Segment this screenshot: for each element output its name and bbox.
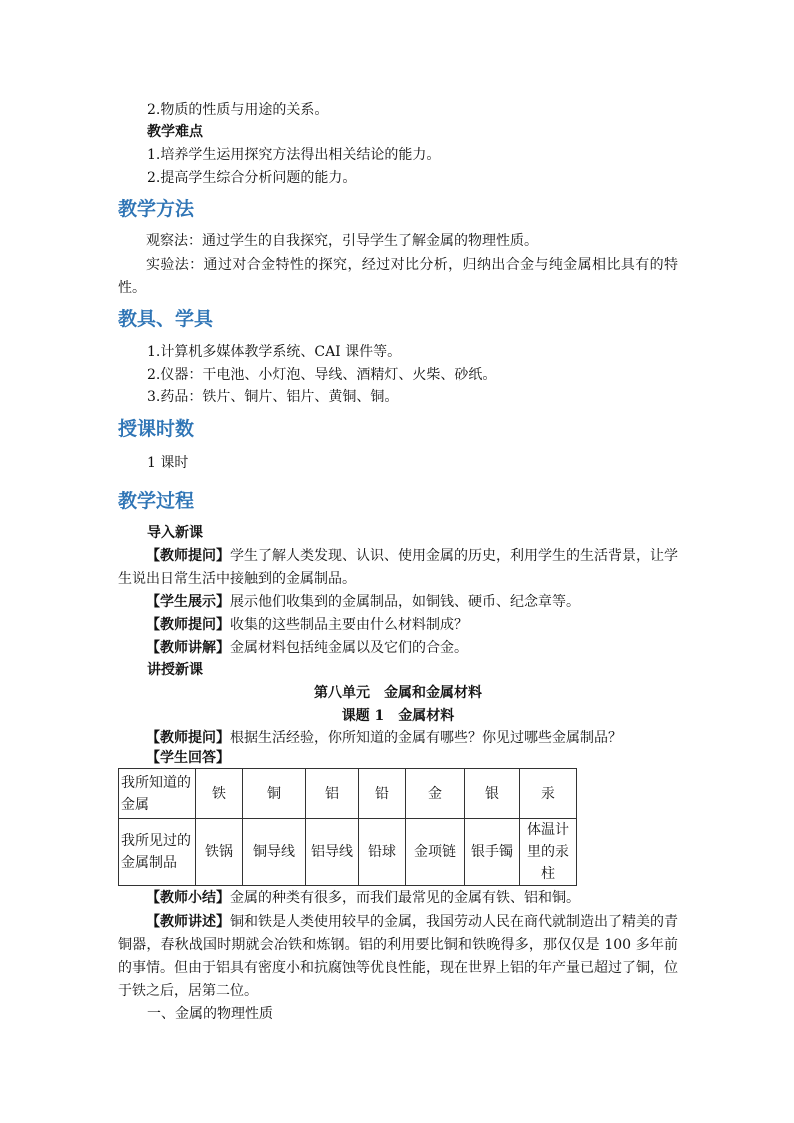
intro-title: 导入新课 [147, 525, 203, 541]
table-cell: 铅 [359, 769, 406, 819]
student-answer [118, 747, 678, 770]
table-cell: 铜 [243, 769, 306, 819]
table-cell: 铝导线 [306, 819, 359, 886]
table-cell: 铁 [196, 769, 243, 819]
student-show [118, 591, 678, 614]
experiment-method: 实验法：通过对合金特性的探究，经过对比分析，归纳出合金与纯金属相比具有的特性。 [118, 257, 678, 296]
teaching-difficulty-title: 教学难点 [147, 124, 203, 140]
table-cell: 银手镯 [465, 819, 520, 886]
teacher-question-tag: 【教师提问】 [146, 548, 230, 564]
difficulty-item-2: 2.物质的性质与用途的关系。 [147, 102, 329, 118]
metals-table [118, 768, 577, 886]
table-row-header: 我所知道的金属 [119, 769, 196, 819]
teacher-narrate-tag: 【教师讲述】 [146, 914, 230, 930]
teacher-question-tag: 【教师提问】 [146, 617, 230, 633]
teacher-question-text: 学生了解人类发现、认识、使用金属的历史，利用学生的生活背景，让学生说出日常生活中接触到的金属制品。 [118, 548, 678, 587]
tools-heading: 教具、学具 [118, 308, 214, 330]
tools-item-3: 3.药品：铁片、铜片、铝片、黄铜、铜。 [147, 389, 399, 405]
table-cell: 铜导线 [243, 819, 306, 886]
student-show-text: 展示他们收集到的金属制品，如铜钱、硬币、纪念章等。 [230, 594, 580, 610]
table-cell: 铅球 [359, 819, 406, 886]
lesson-title: 课题 1 金属材料 [341, 708, 455, 724]
table-cell: 金 [406, 769, 465, 819]
unit-title: 第八单元 金属和金属材料 [314, 685, 482, 701]
table-cell: 铝 [306, 769, 359, 819]
student-answer-tag: 【学生回答】 [146, 750, 230, 766]
hours-heading: 授课时数 [118, 418, 195, 440]
difficulty-point-2: 2.提高学生综合分析问题的能力。 [147, 170, 357, 186]
teacher-question-1 [118, 545, 678, 591]
student-show-tag: 【学生展示】 [146, 594, 230, 610]
table-cell: 体温计里的汞柱 [520, 819, 577, 886]
table-cell: 汞 [520, 769, 577, 819]
observe-method: 观察法：通过学生的自我探究，引导学生了解金属的物理性质。 [146, 233, 538, 249]
table-row [119, 769, 577, 819]
process-heading: 教学过程 [118, 490, 195, 512]
teacher-explain-tag: 【教师讲解】 [146, 640, 230, 656]
teacher-question-2 [118, 614, 678, 637]
section-1-title: 一、金属的物理性质 [147, 1006, 273, 1022]
table-row-header: 我所见过的金属制品 [119, 819, 196, 886]
teacher-question-text: 收集的这些制品主要由什么材料制成？ [230, 617, 468, 633]
teacher-question-tag: 【教师提问】 [146, 730, 230, 746]
teacher-narrate-text: 铜和铁是人类使用较早的金属，我国劳动人民在商代就制造出了精美的青铜器，春秋战国时期就会冶铁和炼钢。铝的利用要比铜和铁晚得多，那仅仅是 100 多年前的事情。但由于铝具有密度小和抗腐蚀等优良性能，现在世界上铝的年产量已超过了铜，位于铁之后，居第二位。 [118, 914, 678, 999]
tools-item-1: 1.计算机多媒体教学系统、CAI 课件等。 [147, 344, 402, 360]
table-row [119, 819, 577, 886]
tools-item-2: 2.仪器：干电池、小灯泡、导线、酒精灯、火柴、砂纸。 [147, 367, 497, 383]
teacher-summary-tag: 【教师小结】 [146, 890, 230, 906]
teacher-question-text: 根据生活经验，你所知道的金属有哪些？你见过哪些金属制品？ [230, 730, 622, 746]
difficulty-point-1: 1.培养学生运用探究方法得出相关结论的能力。 [147, 147, 441, 163]
table-cell: 金项链 [406, 819, 465, 886]
teacher-summary [118, 887, 678, 910]
table-cell: 银 [465, 769, 520, 819]
methods-heading: 教学方法 [118, 198, 195, 220]
table-cell: 铁锅 [196, 819, 243, 886]
teacher-summary-text: 金属的种类有很多，而我们最常见的金属有铁、铝和铜。 [230, 890, 580, 906]
new-lesson-title: 讲授新课 [147, 662, 203, 678]
teacher-explain [118, 637, 678, 660]
teacher-explain-text: 金属材料包括纯金属以及它们的合金。 [230, 640, 468, 656]
teacher-narrate [118, 911, 678, 1003]
hours-value: 1 课时 [147, 455, 189, 471]
